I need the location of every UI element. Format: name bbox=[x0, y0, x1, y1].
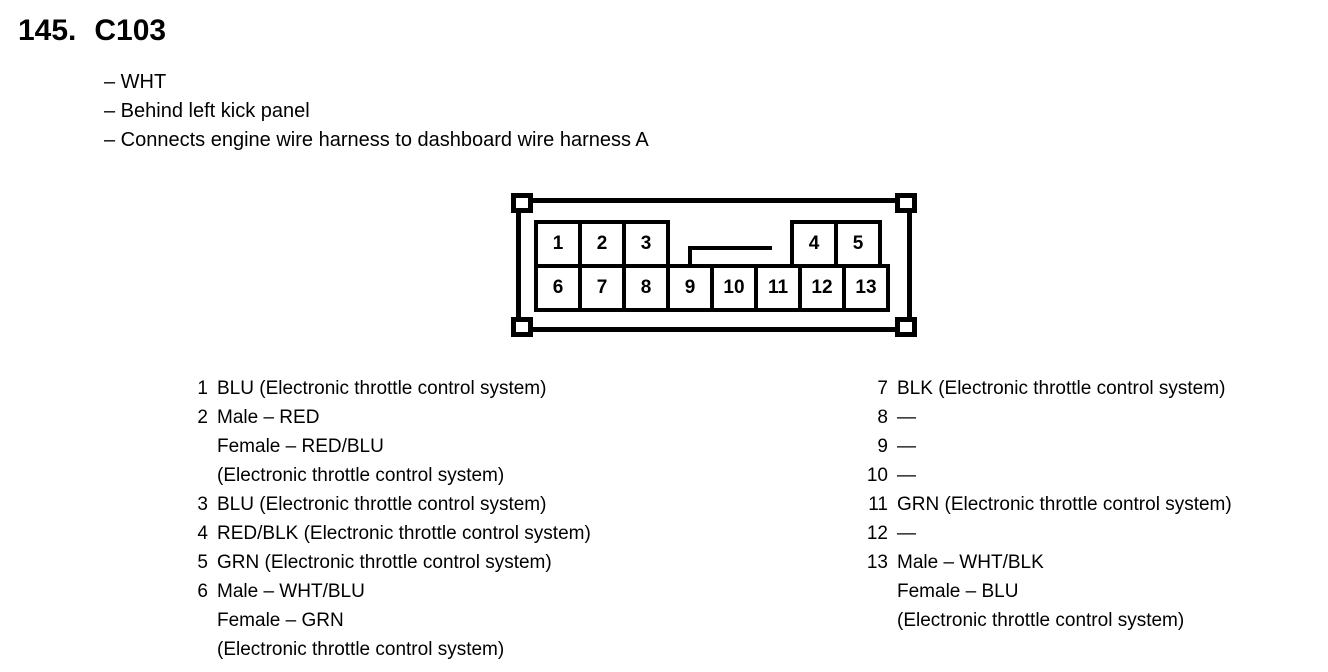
legend-pin-description bbox=[217, 548, 552, 577]
legend-pin-number: 7 bbox=[877, 378, 888, 399]
legend-row bbox=[862, 403, 1322, 432]
legend-pin-description bbox=[217, 374, 546, 403]
legend-pin-line: — bbox=[897, 407, 916, 428]
cavity-12: 12 bbox=[798, 264, 846, 312]
cavity-5: 5 bbox=[834, 220, 882, 268]
legend-pin-line: BLU (Electronic throttle control system) bbox=[217, 494, 547, 515]
legend-pin-description bbox=[897, 403, 916, 432]
legend-pin-number: 3 bbox=[197, 494, 208, 515]
legend-pin-line: — bbox=[897, 465, 916, 486]
cavity-8: 8 bbox=[622, 264, 670, 312]
cavity-6: 6 bbox=[534, 264, 582, 312]
pin-legend-left bbox=[182, 374, 742, 664]
legend-pin-line: GRN (Electronic throttle control system) bbox=[897, 494, 1232, 515]
cavity-2: 2 bbox=[578, 220, 626, 268]
legend-pin-line: Female – RED/BLU bbox=[217, 436, 384, 457]
legend-pin-description bbox=[217, 490, 546, 519]
cavity-11: 11 bbox=[754, 264, 802, 312]
legend-pin-description bbox=[897, 490, 1232, 519]
legend-row bbox=[862, 432, 1322, 461]
legend-row bbox=[182, 374, 742, 403]
page-title-number: 145. bbox=[18, 14, 77, 47]
legend-pin-number: 9 bbox=[877, 436, 888, 457]
legend-pin-number: 13 bbox=[866, 552, 888, 573]
legend-row bbox=[862, 374, 1322, 403]
legend-pin-number: 11 bbox=[868, 494, 888, 515]
legend-pin-number: 4 bbox=[197, 523, 208, 544]
legend-pin-line: RED/BLK (Electronic throttle control system) bbox=[217, 523, 591, 544]
note-line: – Connects engine wire harness to dashboard wire harness A bbox=[104, 129, 649, 151]
legend-pin-number: 1 bbox=[197, 378, 208, 399]
legend-pin-line: GRN (Electronic throttle control system) bbox=[217, 552, 552, 573]
legend-pin-line: Male – WHT/BLU bbox=[217, 581, 365, 602]
legend-pin-description bbox=[217, 519, 591, 548]
legend-pin-description bbox=[217, 403, 504, 490]
cavity-13: 13 bbox=[842, 264, 890, 312]
legend-row bbox=[862, 548, 1322, 635]
connector-notes bbox=[104, 68, 649, 155]
legend-row bbox=[862, 490, 1322, 519]
note-line: – Behind left kick panel bbox=[104, 100, 310, 122]
legend-pin-number: 12 bbox=[866, 523, 888, 544]
legend-pin-description bbox=[897, 519, 916, 548]
legend-pin-description bbox=[897, 461, 916, 490]
legend-pin-line: Male – WHT/BLK bbox=[897, 552, 1044, 573]
legend-pin-number: 10 bbox=[866, 465, 888, 486]
legend-pin-line: Male – RED bbox=[217, 407, 320, 428]
page-title bbox=[18, 14, 166, 48]
legend-pin-line: — bbox=[897, 523, 916, 544]
connector-tab-right-bottom bbox=[895, 317, 917, 337]
legend-pin-description bbox=[217, 577, 504, 664]
legend-pin-number: 6 bbox=[197, 581, 208, 602]
legend-row bbox=[862, 519, 1322, 548]
legend-row bbox=[182, 577, 742, 664]
connector-tab-left-top bbox=[511, 193, 533, 213]
legend-pin-line: BLK (Electronic throttle control system) bbox=[897, 378, 1226, 399]
legend-pin-number: 5 bbox=[197, 552, 208, 573]
note-line: – WHT bbox=[104, 71, 167, 93]
legend-row bbox=[182, 519, 742, 548]
pin-legend-right bbox=[862, 374, 1322, 635]
legend-row bbox=[182, 548, 742, 577]
legend-row bbox=[182, 490, 742, 519]
cavity-4: 4 bbox=[790, 220, 838, 268]
legend-pin-line: Female – BLU bbox=[897, 581, 1019, 602]
legend-pin-number: 2 bbox=[197, 407, 208, 428]
page-title-code: C103 bbox=[94, 14, 167, 47]
legend-pin-line: BLU (Electronic throttle control system) bbox=[217, 378, 547, 399]
legend-pin-number: 8 bbox=[877, 407, 888, 428]
connector-top-row bbox=[534, 220, 882, 268]
legend-pin-line: Female – GRN bbox=[217, 610, 344, 631]
cavity-10: 10 bbox=[710, 264, 758, 312]
legend-pin-line: (Electronic throttle control system) bbox=[217, 639, 505, 660]
connector-bottom-row bbox=[534, 264, 890, 312]
connector-tab-right-top bbox=[895, 193, 917, 213]
cavity-9: 9 bbox=[666, 264, 714, 312]
connector-tab-left-bottom bbox=[511, 317, 533, 337]
legend-pin-line: (Electronic throttle control system) bbox=[897, 610, 1185, 631]
connector-diagram bbox=[516, 198, 912, 332]
legend-pin-line: — bbox=[897, 436, 916, 457]
cavity-1: 1 bbox=[534, 220, 582, 268]
legend-row bbox=[862, 461, 1322, 490]
legend-pin-line: (Electronic throttle control system) bbox=[217, 465, 505, 486]
cavity-7: 7 bbox=[578, 264, 626, 312]
legend-pin-description bbox=[897, 374, 1225, 403]
legend-row bbox=[182, 403, 742, 490]
legend-pin-description bbox=[897, 548, 1184, 635]
legend-pin-description bbox=[897, 432, 916, 461]
cavity-3: 3 bbox=[622, 220, 670, 268]
